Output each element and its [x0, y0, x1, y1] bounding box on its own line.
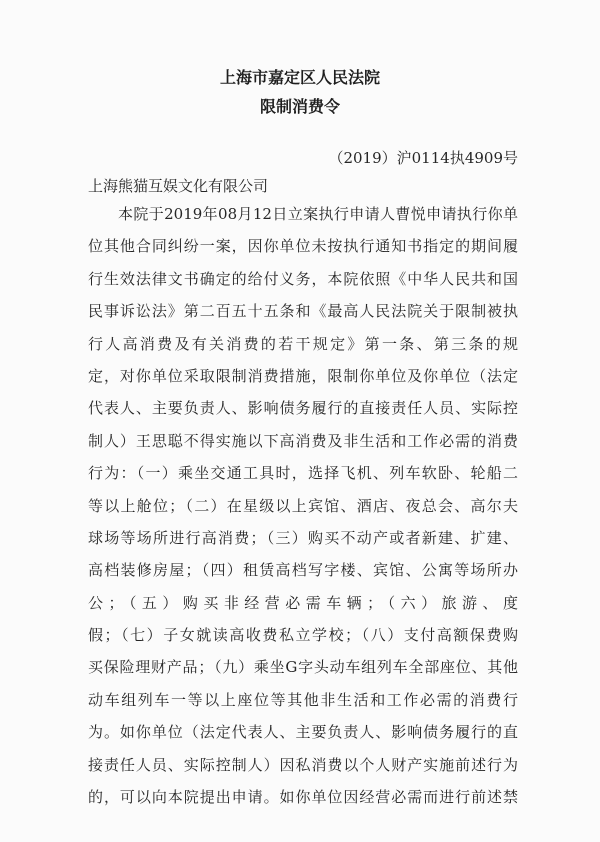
- body-line: 公；（五）购买非经营必需车辆；（六）旅游、度: [88, 593, 518, 612]
- court-name: 上海市嘉定区人民法院: [219, 68, 380, 87]
- case-number: （2019）沪0114执4909号: [328, 149, 518, 167]
- body-line: 定，对你单位采取限制消费措施，限制你单位及你单位（法定: [88, 366, 518, 385]
- addressee: 上海熊猫互娱文化有限公司: [88, 177, 269, 195]
- body-line: 买保险理财产品；（九）乘坐G字头动车组列车全部座位、其他: [88, 658, 518, 677]
- body-line: 民事诉讼法》第二百五十五条和《最高人民法院关于限制被执: [88, 302, 518, 321]
- body-paragraph: [88, 198, 518, 813]
- body-line: 行人高消费及有关消费的若干规定》第一条、第三条的规: [88, 334, 518, 353]
- body-line: 行生效法律文书确定的给付义务，本院依照《中华人民共和国: [88, 269, 518, 288]
- body-line: 假；（七）子女就读高收费私立学校；（八）支付高额保费购: [88, 626, 518, 645]
- body-line: 接责任人员、实际控制人）因私消费以个人财产实施前述行为: [88, 755, 518, 774]
- body-line: 位其他合同纠纷一案，因你单位未按执行通知书指定的期间履: [88, 237, 518, 256]
- body-line: 高档装修房屋；（四）租赁高档写字楼、宾馆、公寓等场所办: [88, 561, 518, 580]
- body-line: 球场等场所进行高消费；（三）购买不动产或者新建、扩建、: [88, 528, 518, 547]
- body-line: 动车组列车一等以上座位等其他非生活和工作必需的消费行: [88, 690, 518, 709]
- body-line: 等以上舱位；（二）在星级以上宾馆、酒店、夜总会、高尔夫: [88, 496, 518, 515]
- body-line: 制人）王思聪不得实施以下高消费及非生活和工作必需的消费: [88, 431, 518, 450]
- body-line: 的，可以向本院提出申请。如你单位因经营必需而进行前述禁: [88, 788, 518, 807]
- body-line: 代表人、主要负责人、影响债务履行的直接责任人员、实际控: [88, 399, 518, 418]
- body-line: 本院于2019年08月12日立案执行申请人曹悦申请执行你单: [118, 205, 518, 223]
- body-line: 为。如你单位（法定代表人、主要负责人、影响债务履行的直: [88, 723, 518, 742]
- body-line: 行为：（一）乘坐交通工具时，选择飞机、列车软卧、轮船二: [88, 464, 518, 483]
- document-title: 限制消费令: [259, 97, 340, 116]
